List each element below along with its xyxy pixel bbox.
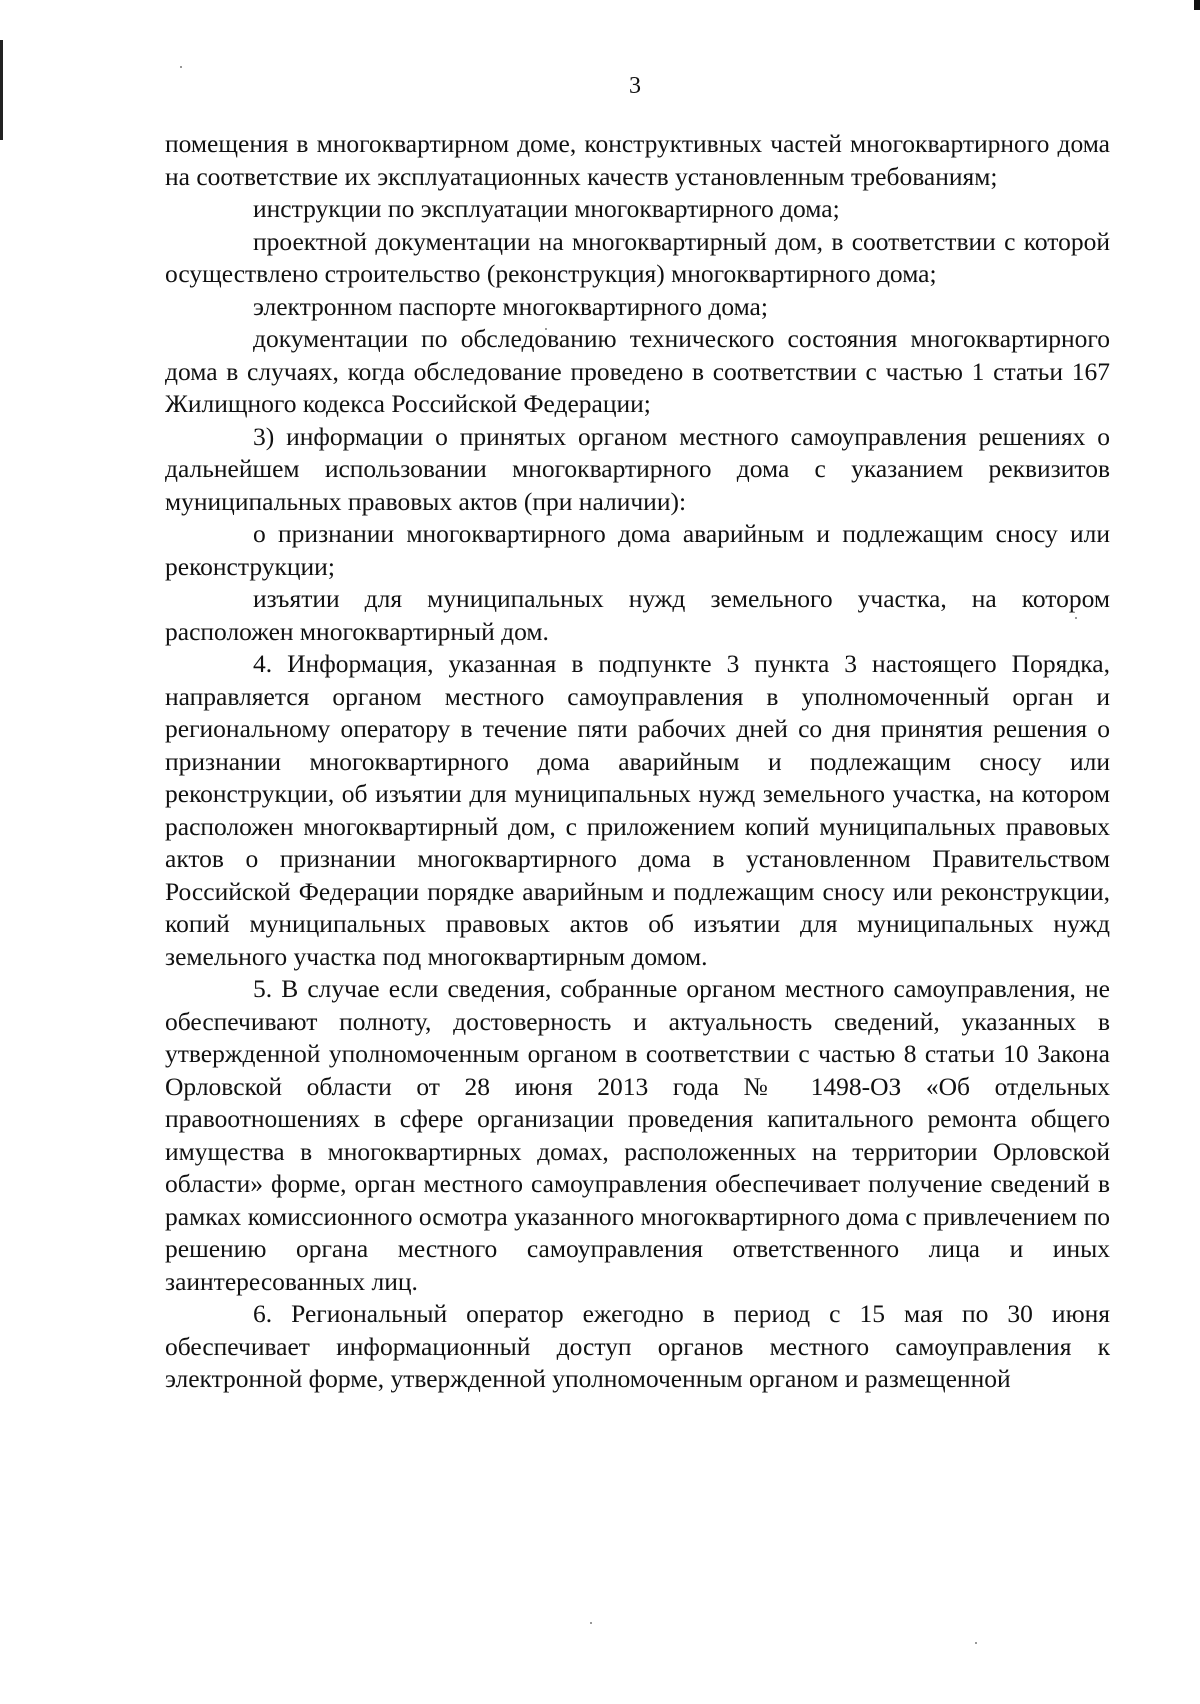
paragraph: о признании многоквартирного дома аварийным и подлежащим сносу или реконструкции; — [165, 519, 1110, 581]
paragraph: проектной документации на многоквартирный дом, в соответствии с которой осуществлено строительство (реконструкция) многоквартирного дома; — [165, 226, 1110, 288]
paragraph: 5. В случае если сведения, собранные органом местного самоуправления, не обеспечивают полноту, достоверность и актуальность сведений, указанных в утвержденной уполномоченным органом в соответствии с частью 8 статьи 10 Закона Орловской области от 28 июня 2013 года № 1498-ОЗ «Об отдельных правоотношениях в сфере организации проведения капитального ремонта общего имущества в многоквартирных домах, расположенных на территории Орловской области» форме, орган местного самоуправления обеспечивает получение сведений в рамках комиссионного осмотра указанного многоквартирного дома с привлечением по решению органа местного самоуправления ответственного лица и иных заинтересованных лиц. — [165, 974, 1110, 1296]
scan-speck — [975, 1642, 977, 1644]
paragraph: инструкции по эксплуатации многоквартирного дома; — [253, 194, 840, 223]
document-body — [165, 128, 1110, 1396]
paragraph: 3) информации о принятых органом местного самоуправления решениях о дальнейшем использовании многоквартирного дома с указанием реквизитов муниципальных правовых актов (при наличии): — [165, 421, 1110, 516]
scan-speck — [180, 66, 182, 68]
scan-speck — [590, 1622, 592, 1624]
scan-corner-mark — [1194, 0, 1200, 10]
paragraph: документации по обследованию технического состояния многоквартирного дома в случаях, когда обследование проведено в соответствии с частью 1 статьи 167 Жилищного кодекса Российской Федерации; — [165, 324, 1110, 418]
paragraph: электронном паспорте многоквартирного дома; — [253, 291, 768, 321]
paragraph: 4. Информация, указанная в подпункте 3 пункта 3 настоящего Порядка, направляется органом местного самоуправления в уполномоченный орган и региональному оператору в течение пяти рабочих дней со дня принятия решения о признании многоквартирного дома аварийным и подлежащим сносу или реконструкции, об изъятии для муниципальных нужд земельного участка, на котором расположен многоквартирный дом, с приложением копий муниципальных правовых актов о признании многоквартирного дома в установленном Правительством Российской Федерации порядке аварийным и подлежащим сносу или реконструкции, копий муниципальных правовых актов об изъятии для муниципальных нужд земельного участка под многоквартирным домом. — [165, 649, 1110, 971]
paragraph: изъятии для муниципальных нужд земельного участка, на котором расположен многоквартирный дом. — [165, 584, 1110, 646]
page-number: 3 — [629, 73, 641, 99]
paragraph: помещения в многоквартирном доме, конструктивных частей многоквартирного дома на соответствие их эксплуатационных качеств установленным требованиям; — [165, 129, 1110, 191]
paragraph: 6. Региональный оператор ежегодно в период с 15 мая по 30 июня обеспечивает информационный доступ органов местного самоуправления к электронной форме, утвержденной уполномоченным органом и размещенной — [165, 1299, 1110, 1393]
